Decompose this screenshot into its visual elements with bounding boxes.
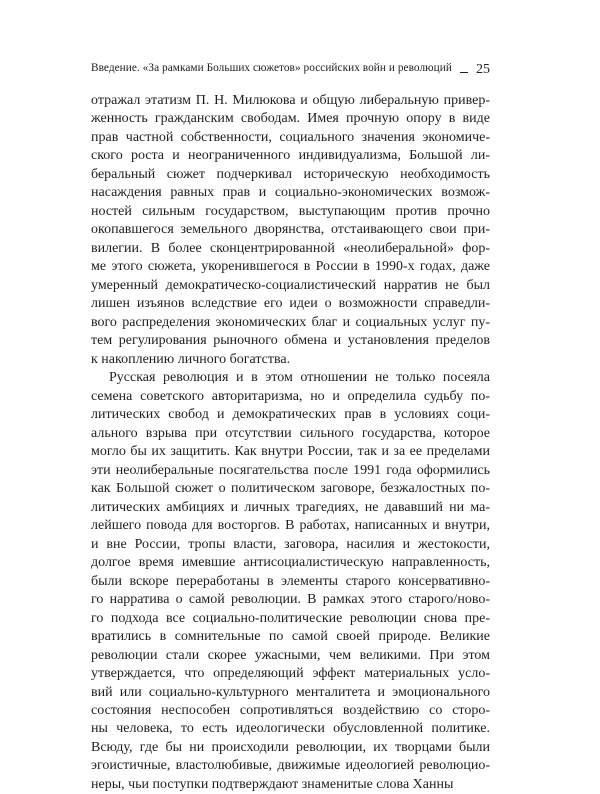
text-line: как Большой сюжет о политическом заговоре, безжалостных по- bbox=[91, 481, 490, 497]
text-line: беральный сюжет подчеркивал историческую необходимость bbox=[91, 166, 490, 182]
text-line: литических свобод и демократических прав в условиях соци- bbox=[91, 407, 490, 423]
text-line: к накоплению личного богатства. bbox=[91, 351, 291, 367]
text-line: лишен изъянов вследствие его идеи о возможности справедли- bbox=[91, 296, 490, 312]
text-line: ны человека, то есть идеологически обусловленной политике. bbox=[91, 721, 490, 737]
text-line: отражал этатизм П. Н. Милюкова и общую либеральную привер- bbox=[91, 93, 490, 108]
text-line: ского роста и неограниченного индивидуализма, Большой ли- bbox=[91, 148, 490, 164]
text-line: были вскоре переработаны в элементы старого консервативно- bbox=[91, 573, 490, 589]
body-paragraph bbox=[91, 92, 490, 369]
running-head-rule bbox=[460, 72, 468, 73]
text-line: долгое время имевшие антисоциалистическую направленность, bbox=[91, 555, 490, 571]
text-line: вилегии. В более сконцентрированной «неолиберальной» фор- bbox=[91, 240, 490, 256]
text-line: вий или социально-культурного менталитета и эмоционального bbox=[91, 684, 490, 700]
page-number: 25 bbox=[476, 62, 490, 77]
text-line: могло бы их защитить. Как внутри России, так и за ее пределами bbox=[91, 444, 490, 460]
text-line: умеренный демократическо-социалистический нарратив не был bbox=[91, 277, 490, 293]
text-line: ального взрыва при отсутствии сильного государства, которое bbox=[91, 425, 490, 441]
text-line: ме этого сюжета, укоренившегося в России в 1990-х годах, даже bbox=[91, 259, 490, 275]
body-text bbox=[91, 92, 490, 794]
running-head bbox=[91, 53, 490, 75]
text-line: неры, чьи поступки подтверждают знаменитые слова Ханны bbox=[91, 776, 454, 792]
text-line: состояния неспособен сопротивляться воздействию со сторо- bbox=[91, 702, 490, 718]
text-line: семена советского авторитаризма, но и определила судьбу по- bbox=[91, 388, 490, 404]
text-line: эгоистичные, властолюбивые, движимые идеологией революцио- bbox=[91, 758, 490, 774]
text-line: утверждается, что определяющий эффект материальных усло- bbox=[91, 666, 490, 682]
text-line: го нарратива о самой революции. В рамках этого старого/ново- bbox=[91, 592, 490, 608]
text-line: насаждения равных прав и социально-экономических возмож- bbox=[91, 185, 490, 201]
text-line: женность гражданским свободам. Имея прочную опору в виде bbox=[91, 111, 490, 127]
text-line: го подхода все социально-политические революции снова пре- bbox=[91, 610, 490, 626]
text-line: тем регулирования рыночного обмена и установления пределов bbox=[91, 333, 490, 349]
text-line: литических амбициях и личных трагедиях, не дававший ни ма- bbox=[91, 499, 490, 515]
text-line: революции стали скорее ужасными, чем великими. При этом bbox=[91, 647, 490, 663]
text-line: лейшего повода для восторгов. В работах, написанных и внутри, bbox=[91, 518, 490, 534]
text-line: Всюду, где бы ни происходили революции, их творцами были bbox=[91, 739, 490, 755]
text-line: прав частной собственности, социального значения экономиче- bbox=[91, 129, 490, 145]
text-line: Русская революция и в этом отношении не только посеяла bbox=[109, 370, 490, 386]
body-paragraph bbox=[91, 369, 490, 794]
text-line: окопавшегося земельного дворянства, отстаивающего свои при- bbox=[91, 222, 490, 238]
text-line: вого распределения экономических благ и социальных услуг пу- bbox=[91, 314, 490, 330]
text-line: и вне России, тропы власти, заговора, насилия и жестокости, bbox=[91, 536, 490, 552]
text-line: эти неолиберальные посягательства после 1991 года оформились bbox=[91, 462, 490, 478]
text-line: вратились в сомнительные по самой своей природе. Великие bbox=[91, 629, 490, 645]
running-head-title: Введение. «За рамками Больших сюжетов» российских войн и революций bbox=[91, 62, 452, 74]
text-line: ностей сильным государством, выступающим против прочно bbox=[91, 203, 490, 219]
